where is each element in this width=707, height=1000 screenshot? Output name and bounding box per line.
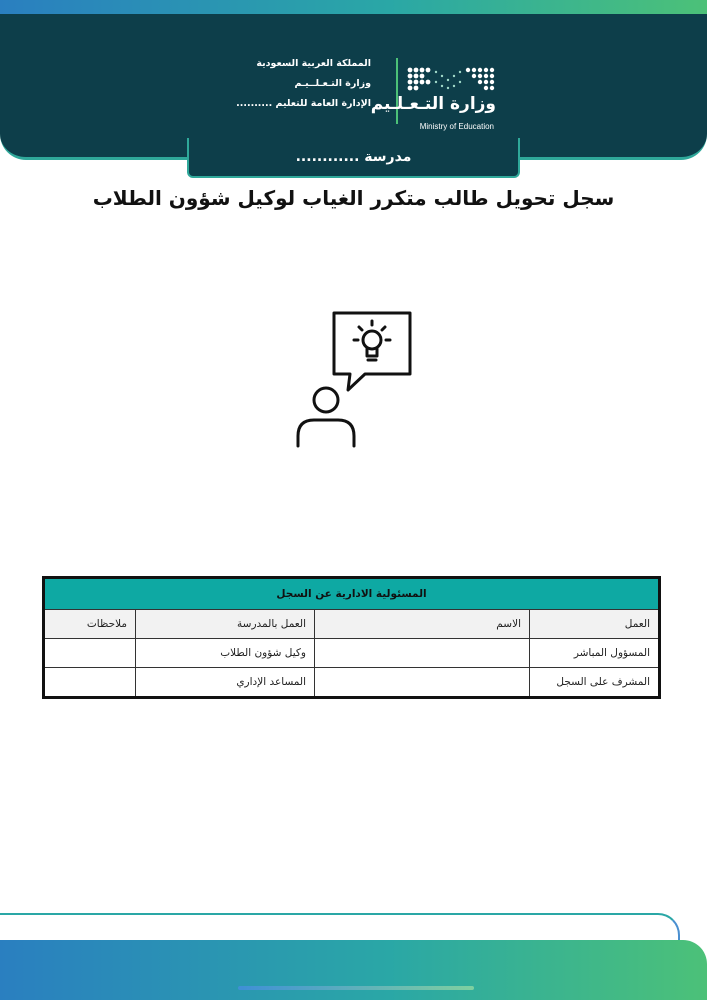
- page-title: سجل تحويل طالب متكرر الغياب لوكيل شؤون الطلاب: [92, 186, 615, 210]
- column-header: ملاحظات: [44, 610, 136, 639]
- ministry-logo: [370, 66, 496, 134]
- table-cell[interactable]: [44, 668, 136, 698]
- column-header: العمل بالمدرسة: [136, 610, 315, 639]
- footer-accent-bar: [238, 986, 474, 990]
- country-name: المملكة العربية السعودية: [256, 58, 371, 69]
- person-lightbulb-idea-icon: [290, 308, 420, 456]
- directorate-name: الإدارة العامة للتعليم ..........: [236, 98, 371, 109]
- table-cell: المساعد الإداري: [136, 668, 315, 698]
- column-header: الاسم: [315, 610, 530, 639]
- header-divider: [396, 58, 398, 124]
- table-cell[interactable]: [315, 639, 530, 668]
- table-cell: المشرف على السجل: [530, 668, 660, 698]
- table-row: [44, 639, 660, 668]
- table-cell[interactable]: [315, 668, 530, 698]
- table-cell: المسؤول المباشر: [530, 639, 660, 668]
- logo-english-text: Ministry of Education: [419, 122, 494, 131]
- ministry-text-block: [231, 54, 371, 114]
- table-cell: وكيل شؤون الطلاب: [136, 639, 315, 668]
- school-name-box: [187, 138, 520, 178]
- table-header-row: [44, 610, 660, 639]
- logo-dots-icon: [406, 66, 496, 94]
- footer-outline-decoration: [0, 913, 680, 941]
- table-row: [44, 668, 660, 698]
- table-cell[interactable]: [44, 639, 136, 668]
- logo-arabic-text: وزارة التـعـلـيم: [370, 94, 496, 114]
- top-gradient-stripe: [0, 0, 707, 14]
- column-header: العمل: [530, 610, 660, 639]
- ministry-name: وزارة التـعـلــيـم: [294, 78, 371, 89]
- page-footer: [0, 940, 707, 1000]
- school-name: مدرسة ............: [295, 149, 412, 165]
- table-caption: المسئولية الادارية عن السجل: [44, 578, 660, 610]
- responsibility-table: [42, 576, 661, 699]
